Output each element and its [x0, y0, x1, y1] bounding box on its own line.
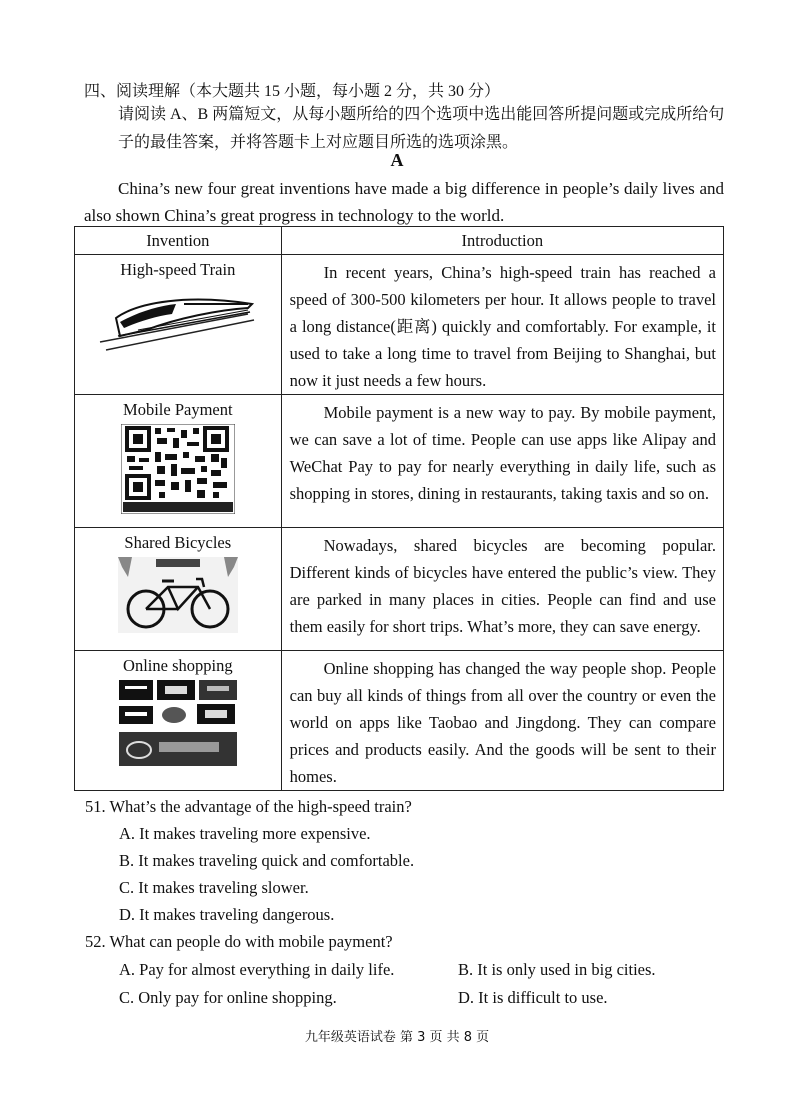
inventions-table — [74, 226, 724, 791]
table-row — [75, 395, 724, 528]
invention-name: Shared Bicycles — [124, 533, 232, 552]
high-speed-train-icon — [98, 284, 258, 354]
option-52-b: B. It is only used in big cities. — [458, 960, 656, 979]
passage-title: A — [390, 150, 404, 170]
option-51-b: B. It makes traveling quick and comfortable. — [119, 851, 415, 870]
page-footer: 九年级英语试卷 第 3 页 共 8 页 — [304, 1030, 490, 1045]
invention-introduction: Nowadays, shared bicycles are becoming popular. Different kinds of bicycles have entered the public’s view. They are parked in many places in cities. People can find and use them easily for short trips. What’s more, they can save energy. — [289, 536, 716, 636]
bicycle-icon — [118, 557, 238, 633]
invention-name: High-speed Train — [120, 260, 236, 279]
option-52-c: C. Only pay for online shopping. — [119, 988, 337, 1007]
passage-intro: China’s new four great inventions have made a big difference in people’s daily lives and also shown China’s great progress in technology to the world. — [84, 179, 724, 225]
option-51-a: A. It makes traveling more expensive. — [119, 824, 371, 843]
question-number: 52. — [85, 932, 106, 951]
section-heading: 四、阅读理解（本大题共 15 小题，每小题 2 分，共 30 分） — [84, 83, 501, 100]
header-introduction: Introduction — [281, 227, 723, 255]
option-52-a: A. Pay for almost everything in daily life. — [119, 960, 395, 979]
question-stem: What’s the advantage of the high-speed train? — [109, 797, 412, 816]
invention-introduction: Mobile payment is a new way to pay. By mobile payment, we can save a lot of time. People can use apps like Alipay and WeChat Pay to pay for nearly everything in daily life, such as shopping in stores, dining in restaurants, taking taxis and so on. — [289, 403, 716, 503]
table-header-row — [75, 227, 724, 255]
table-row — [75, 651, 724, 791]
table-row — [75, 528, 724, 651]
invention-introduction: In recent years, China’s high-speed train has reached a speed of 300-500 kilometers per hour. It allows people to travel a long distance(距离) quickly and comfortably. For example, it used to take a long time to travel from Beijing to Shanghai, but now it just needs a few hours. — [289, 263, 716, 390]
option-52-d: D. It is difficult to use. — [458, 988, 608, 1007]
table-row — [75, 255, 724, 395]
question-number: 51. — [85, 797, 106, 816]
question-stem: What can people do with mobile payment? — [109, 932, 393, 951]
option-51-d: D. It makes traveling dangerous. — [119, 905, 335, 924]
question-52 — [85, 932, 393, 952]
header-invention: Invention — [75, 227, 282, 255]
invention-name: Online shopping — [123, 656, 233, 675]
section-instruction: 请阅读 A、B 两篇短文，从每小题所给的四个选项中选出能回答所提问题或完成所给句子的最佳答案，并将答题卡上对应题目所选的选项涂黑。 — [118, 106, 725, 151]
question-51 — [85, 797, 412, 817]
invention-introduction: Online shopping has changed the way people shop. People can buy all kinds of things from all over the country or even the world on apps like Taobao and Jingdong. They can compare prices and products easily. And the goods will be sent to their homes. — [289, 659, 716, 786]
shopping-logos-icon — [119, 680, 237, 768]
invention-name: Mobile Payment — [123, 400, 233, 419]
qr-code-icon — [121, 424, 235, 514]
option-51-c: C. It makes traveling slower. — [119, 878, 309, 897]
